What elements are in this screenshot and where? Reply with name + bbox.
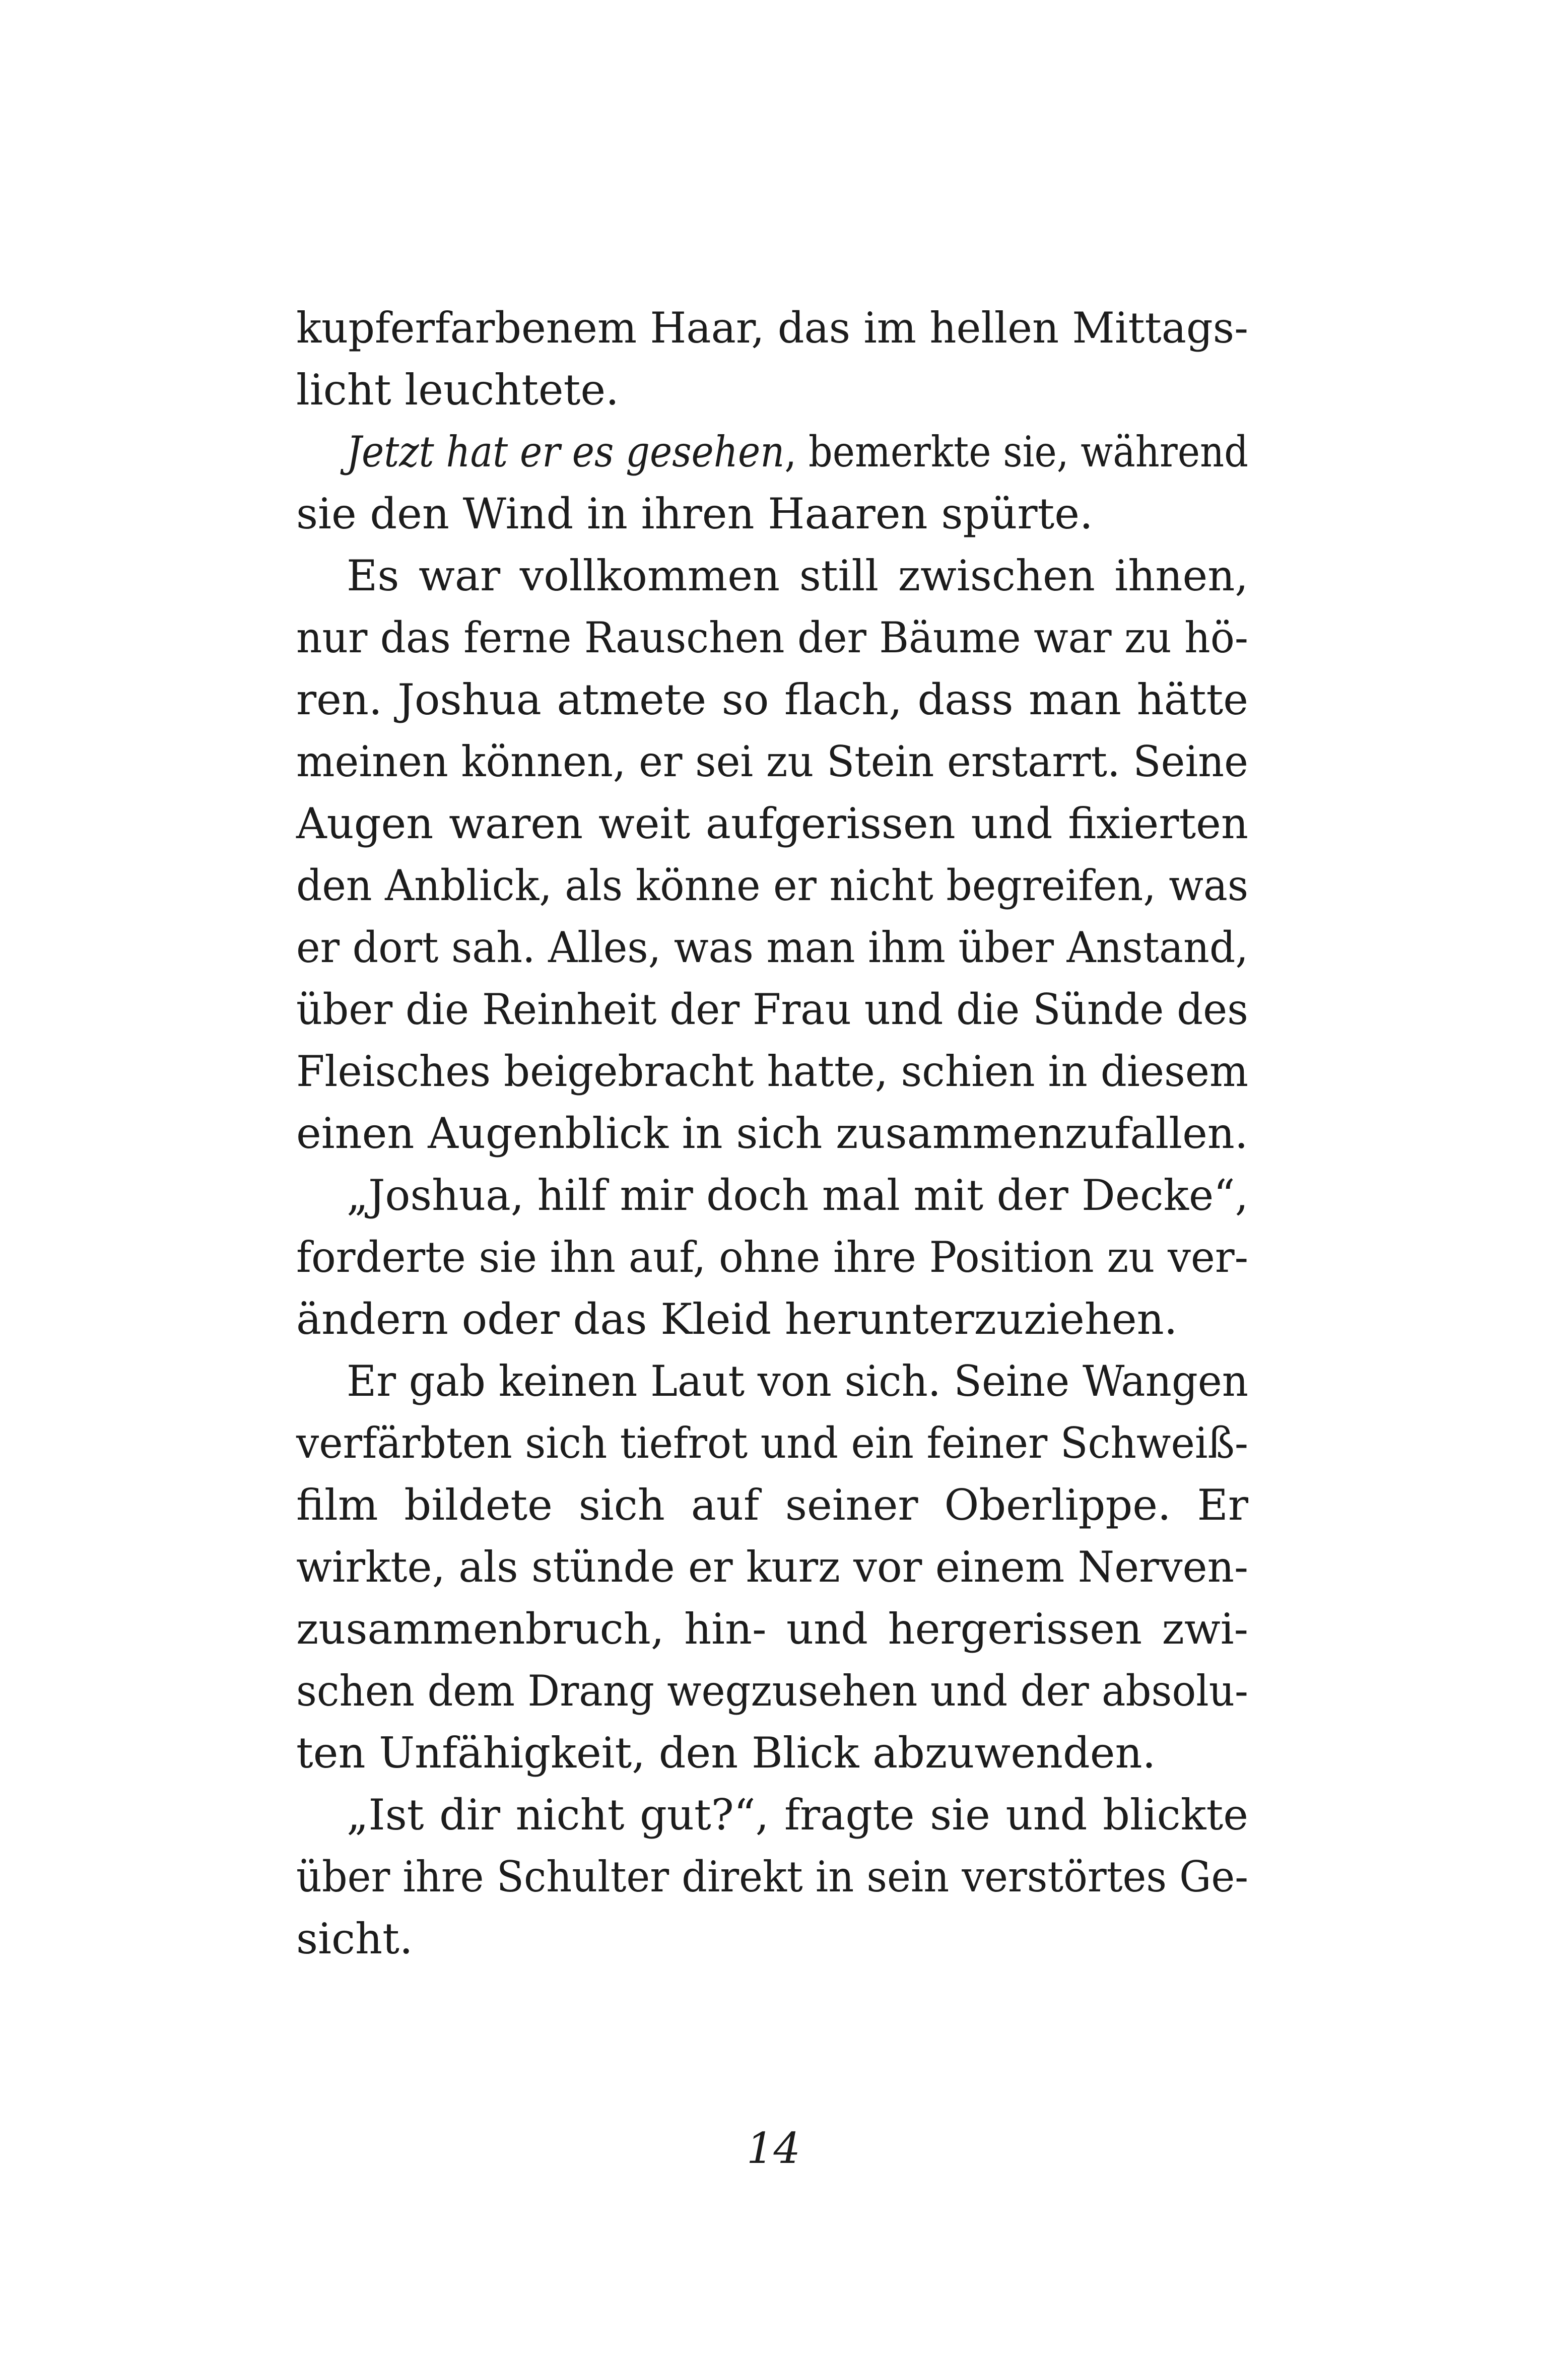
text-line: er dort sah. Alles, was man ihm über Anstand, <box>296 923 1248 972</box>
paragraph-5 <box>296 1350 1248 1784</box>
text-line: über die Reinheit der Frau und die Sünde des <box>296 985 1248 1034</box>
paragraph-6 <box>296 1784 1248 1970</box>
italic-thought: Jetzt hat er es gesehen <box>347 427 785 477</box>
text-line: über ihre Schulter direkt in sein verstörtes Ge- <box>296 1852 1249 1901</box>
text-line: film bildete sich auf seiner Oberlippe. Er <box>296 1480 1248 1530</box>
text-line: wirkte, als stünde er kurz vor einem Nerven- <box>296 1542 1248 1592</box>
text-line: sicht. <box>296 1914 413 1963</box>
body-text <box>296 297 1248 1970</box>
text-line: Er gab keinen Laut von sich. Seine Wangen <box>347 1356 1249 1406</box>
text-line: zusammenbruch, hin- und hergerissen zwi- <box>296 1604 1248 1654</box>
text-line: „Joshua, hilf mir doch mal mit der Decke“, <box>347 1171 1249 1220</box>
text-fragment: bemerkte sie, während <box>808 427 1248 477</box>
text-line: „Ist dir nicht gut?“, fragte sie und blickte <box>347 1790 1248 1840</box>
paragraph-1 <box>296 297 1248 421</box>
text-line <box>296 421 1248 483</box>
text-line: verfärbten sich tiefrot und ein feiner Schweiß- <box>296 1418 1248 1468</box>
text-line: meinen können, er sei zu Stein erstarrt. Seine <box>296 737 1248 786</box>
text-line: licht leuchtete. <box>296 365 619 415</box>
text-line: forderte sie ihn auf, ohne ihre Position zu ver- <box>296 1233 1249 1282</box>
paragraph-4 <box>296 1165 1248 1350</box>
text-line: ändern oder das Kleid herunterzuziehen. <box>296 1295 1178 1344</box>
text-line: den Anblick, als könne er nicht begreifen, was <box>296 861 1249 910</box>
text-line: ren. Joshua atmete so flach, dass man hätte <box>296 675 1248 724</box>
text-line: kupferfarbenem Haar, das im hellen Mittags- <box>296 303 1249 353</box>
text-line: sie den Wind in ihren Haaren spürte. <box>296 489 1093 538</box>
text-line: Es war vollkommen still zwischen ihnen, <box>347 551 1248 600</box>
lead-separator: , <box>784 427 809 477</box>
paragraph-3 <box>296 545 1248 1165</box>
text-line: nur das ferne Rauschen der Bäume war zu hö- <box>296 613 1248 662</box>
paragraph-2 <box>296 421 1248 545</box>
text-line: Fleisches beigebracht hatte, schien in diesem <box>296 1047 1248 1096</box>
text-line: einen Augenblick in sich zusammenzufallen. <box>296 1109 1248 1158</box>
text-line: Augen waren weit aufgerissen und fixierten <box>296 799 1248 848</box>
page-number: 14 <box>747 2124 800 2173</box>
text-line: ten Unfähigkeit, den Blick abzuwenden. <box>296 1728 1156 1778</box>
text-line: schen dem Drang wegzusehen und der absolu- <box>296 1666 1248 1716</box>
